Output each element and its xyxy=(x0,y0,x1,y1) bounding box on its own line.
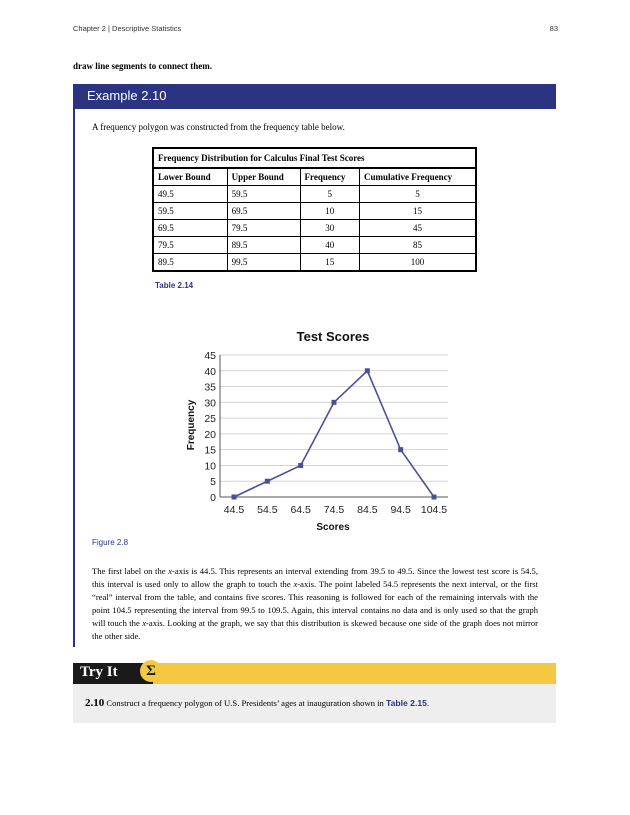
table-cell: 10 xyxy=(300,203,359,220)
table-cell: 49.5 xyxy=(153,186,227,203)
table-cell: 5 xyxy=(300,186,359,203)
data-point-marker xyxy=(232,495,237,500)
text-run: -axis. The point labeled 54.5 represents the next interval, or the first “real” interval from the table, and contains five scores. This reasoning is followed for each of the remaining intervals with the point 104.5 representing the interval from 99.5 to 109.5. Again, this interval contains no data and is only used so that the graph will touch the xyxy=(92,578,538,628)
table-cell: 85 xyxy=(360,237,477,254)
try-it-end: . xyxy=(426,698,430,708)
text-run: -axis is 44.5. This represents an interval extending from 39.5 to 49.5. Since the lowest test score is 54.5, this interval is used only to allow the graph to touch the xyxy=(92,566,538,589)
table-cell: 15 xyxy=(360,203,477,220)
intro-text: draw line segments to connect them. xyxy=(73,61,212,71)
column-header: Upper Bound xyxy=(227,168,300,186)
chart-title: Test Scores xyxy=(296,329,370,344)
data-point-marker xyxy=(432,495,437,500)
chapter-title: Chapter 2 | Descriptive Statistics xyxy=(73,24,182,33)
try-it-prompt: Construct a frequency polygon of U.S. Presidents’ ages at inauguration shown in xyxy=(104,698,386,708)
table-row xyxy=(153,220,476,237)
x-tick-labels xyxy=(224,504,448,516)
table-cell: 89.5 xyxy=(227,237,300,254)
y-tick-label: 35 xyxy=(204,381,216,394)
italic-variable: x xyxy=(293,578,298,589)
example-header xyxy=(73,84,556,109)
x-tick-label: 84.5 xyxy=(357,504,378,516)
column-header: Lower Bound xyxy=(153,168,227,186)
x-tick-label: 54.5 xyxy=(257,504,278,516)
table-cell: 59.5 xyxy=(153,203,227,220)
y-tick-label: 45 xyxy=(204,350,216,362)
axes xyxy=(220,355,448,497)
table-label: Table 2.14 xyxy=(155,281,194,290)
table-row xyxy=(153,203,476,220)
table-cell: 79.5 xyxy=(153,237,227,254)
x-tick-label: 104.5 xyxy=(420,504,448,516)
example-title: Example 2.10 xyxy=(87,88,167,103)
y-tick-label: 40 xyxy=(204,365,216,378)
y-tick-label: 15 xyxy=(204,444,216,457)
frequency-polygon-chart xyxy=(180,322,460,537)
x-tick-label: 94.5 xyxy=(390,504,411,516)
example-left-rule xyxy=(73,109,75,647)
y-axis-label: Frequency xyxy=(186,399,197,451)
x-tick-label: 64.5 xyxy=(290,504,311,516)
table-cell: 79.5 xyxy=(227,220,300,237)
table-cell: 99.5 xyxy=(227,254,300,272)
text-run: -axis. Looking at the graph, we say that this distribution is skewed because one side of the graph does not mirror the other side. xyxy=(92,617,539,641)
sigma-icon: Σ xyxy=(140,660,162,682)
running-header xyxy=(73,24,558,33)
table-header-row xyxy=(153,168,476,186)
data-point-marker xyxy=(398,447,403,452)
table-cell: 5 xyxy=(360,186,477,203)
example-paragraph: A frequency polygon was constructed from the frequency table below. xyxy=(92,122,345,132)
table-row xyxy=(153,186,476,203)
y-tick-label: 0 xyxy=(210,492,216,504)
page-number: 83 xyxy=(549,24,558,33)
figure-caption: Figure 2.8 xyxy=(92,538,129,547)
data-point-marker xyxy=(265,479,270,484)
try-it-number: 2.10 xyxy=(85,697,105,709)
y-tick-label: 25 xyxy=(204,413,216,426)
column-header: Cumulative Frequency xyxy=(360,168,477,186)
italic-variable: x xyxy=(142,617,147,628)
explanation-paragraph xyxy=(92,565,538,642)
gridlines xyxy=(220,355,448,481)
table-row xyxy=(153,254,476,272)
y-tick-label: 5 xyxy=(210,476,216,489)
try-it-label: Try It xyxy=(80,664,118,680)
data-point-marker xyxy=(332,400,337,405)
data-point-marker xyxy=(365,368,370,373)
column-header: Frequency xyxy=(300,168,359,186)
table-cell: 89.5 xyxy=(153,254,227,272)
y-tick-label: 10 xyxy=(204,460,216,473)
table-cell: 100 xyxy=(360,254,477,272)
y-tick-label: 20 xyxy=(204,428,216,441)
table-cell: 45 xyxy=(360,220,477,237)
x-axis-label: Scores xyxy=(316,522,350,533)
table-reference-link[interactable]: Table 2.15 xyxy=(385,698,427,708)
x-tick-label: 44.5 xyxy=(223,504,245,516)
table-caption-row: Frequency Distribution for Calculus Final Test Scores xyxy=(153,148,476,168)
frequency-table xyxy=(152,147,477,272)
x-tick-label: 74.5 xyxy=(323,504,345,516)
table-cell: 69.5 xyxy=(227,203,300,220)
table-row xyxy=(153,237,476,254)
table-cell: 30 xyxy=(300,220,359,237)
table-cell: 15 xyxy=(300,254,359,272)
data-point-marker xyxy=(298,463,303,468)
table-cell: 40 xyxy=(300,237,359,254)
italic-variable: x xyxy=(168,566,173,576)
y-tick-label: 30 xyxy=(204,397,216,410)
try-it-text xyxy=(85,697,429,709)
text-run: The first label on the xyxy=(92,566,169,576)
y-tick-labels xyxy=(204,350,216,504)
table-cell: 69.5 xyxy=(153,220,227,237)
table-cell: 59.5 xyxy=(227,186,300,203)
